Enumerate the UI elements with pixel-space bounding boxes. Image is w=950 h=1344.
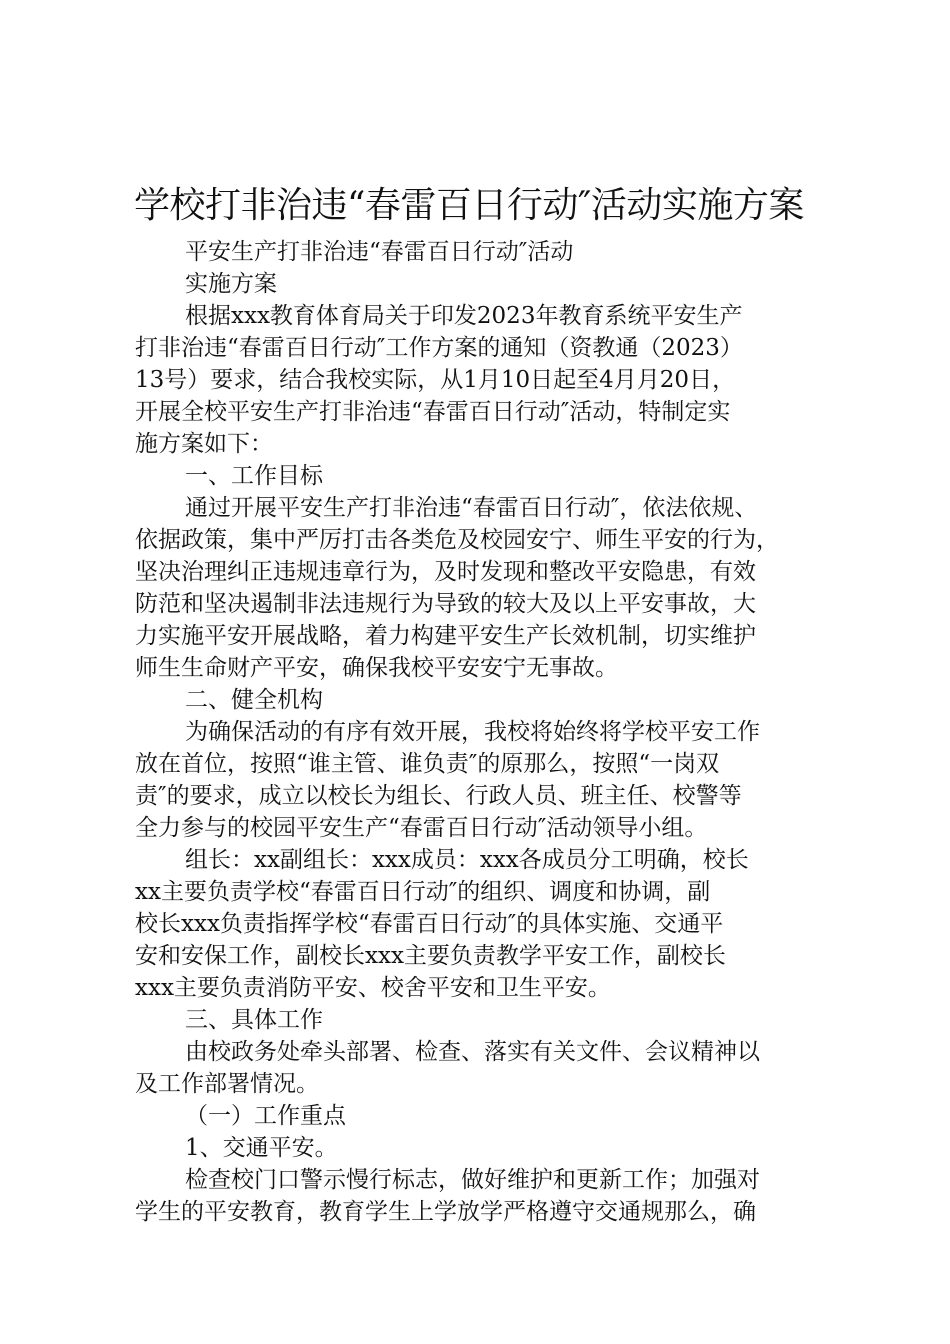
- body-line: 检查校门口警示慢行标志，做好维护和更新工作；加强对: [185, 1167, 760, 1193]
- body-line: 坚决治理纠正违规违章行为，及时发现和整改平安隐患，有效: [135, 559, 756, 585]
- body-line: 依据政策，集中严厉打击各类危及校园安宁、师生平安的行为，: [135, 527, 779, 553]
- body-line: 及工作部署情况。: [135, 1071, 319, 1097]
- body-line: 放在首位，按照“谁主管、谁负责″的原那么，按照“一岗双: [135, 751, 720, 777]
- body-line: 安和安保工作，副校长xxx主要负责教学平安工作，副校长: [135, 943, 726, 969]
- body-line: 开展全校平安生产打非治违“春雷百日行动″活动，特制定实: [135, 399, 731, 425]
- body-line: 施方案如下：: [135, 431, 273, 457]
- body-line: 校长xxx负责指挥学校“春雷百日行动″的具体实施、交通平: [135, 911, 724, 937]
- body-line: 责″的要求，成立以校长为组长、行政人员、班主任、校警等: [135, 783, 742, 809]
- body-line: 根据xxx教育体育局关于印发2023年教育系统平安生产: [185, 303, 743, 329]
- body-line: 实施方案: [185, 271, 277, 297]
- body-line: 力实施平安开展战略，着力构建平安生产长效机制，切实维护: [135, 623, 756, 649]
- body-line: （一）工作重点: [185, 1103, 346, 1129]
- body-line: 通过开展平安生产打非治违“春雷百日行动″，依法依规、: [185, 495, 758, 521]
- body-line: 组长：xx副组长：xxx成员：xxx各成员分工明确，校长: [185, 847, 749, 873]
- body-line: 全力参与的校园平安生产“春雷百日行动″活动领导小组。: [135, 815, 708, 841]
- body-line: 为确保活动的有序有效开展，我校将始终将学校平安工作: [185, 719, 760, 745]
- body-line: 防范和坚决遏制非法违规行为导致的较大及以上平安事故，大: [135, 591, 756, 617]
- document-title: 学校打非治违“春雷百日行动″活动实施方案: [134, 185, 804, 226]
- body-line: xxx主要负责消防平安、校舍平安和卫生平安。: [135, 975, 611, 1001]
- body-line: xx主要负责学校“春雷百日行动″的组织、调度和协调，副: [135, 879, 711, 905]
- body-line: 三、具体工作: [185, 1007, 323, 1033]
- body-line: 打非治违“春雷百日行动″工作方案的通知（资教通（2023）: [135, 335, 743, 361]
- body-line: 学生的平安教育，教育学生上学放学严格遵守交通规那么，确: [135, 1199, 756, 1225]
- body-line: 一、工作目标: [185, 463, 323, 489]
- document-body: [135, 236, 825, 1228]
- body-line: 由校政务处牵头部署、检查、落实有关文件、会议精神以: [185, 1039, 760, 1065]
- body-line: 师生生命财产平安，确保我校平安安宁无事故。: [135, 655, 618, 681]
- body-line: 1、交通平安。: [185, 1135, 338, 1161]
- body-line: 二、健全机构: [185, 687, 323, 713]
- body-line: 平安生产打非治违“春雷百日行动″活动: [185, 239, 574, 265]
- body-line: 13号）要求，结合我校实际，从1月10日起至4月月20日，: [135, 367, 736, 393]
